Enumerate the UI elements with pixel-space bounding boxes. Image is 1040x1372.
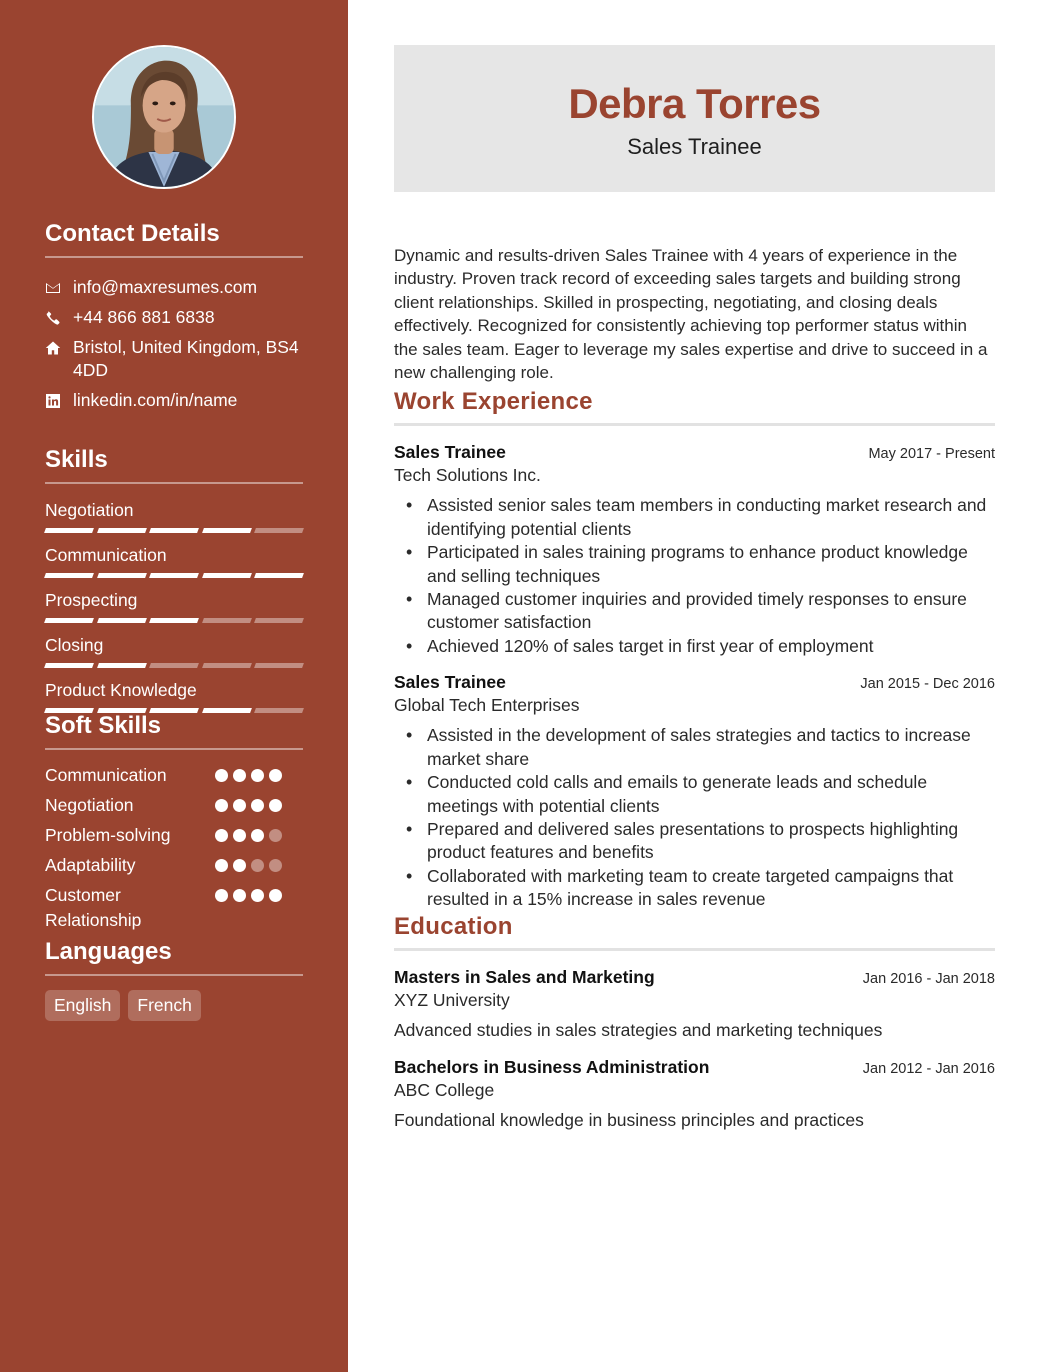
rating-dot (251, 889, 264, 902)
skill-level-segment (254, 528, 303, 533)
rating-dot (233, 829, 246, 842)
skill-level-segment (44, 528, 93, 533)
skill-level-segment (202, 663, 251, 668)
education-entry (394, 1055, 995, 1132)
skill-level-segment (44, 573, 93, 578)
skill-level-bar (45, 618, 303, 623)
sidebar (0, 0, 348, 1372)
skill-name: Closing (45, 635, 104, 655)
candidate-name: Debra Torres (568, 80, 821, 127)
rating-dot (251, 769, 264, 782)
job-entry (394, 440, 995, 658)
soft-skills-list (45, 763, 303, 933)
soft-skills-section (45, 712, 303, 938)
contact-phone[interactable] (45, 306, 303, 329)
skill-level-segment (254, 618, 303, 623)
skill-level-segment (97, 573, 146, 578)
soft-skill-rating (215, 823, 282, 842)
skill-name: Prospecting (45, 590, 138, 610)
soft-skill-rating (215, 763, 282, 782)
soft-skill-name: Adaptability (45, 855, 136, 875)
job-company: Global Tech Enterprises (394, 695, 580, 716)
candidate-title: Sales Trainee (627, 134, 762, 159)
skill-level-segment (202, 528, 251, 533)
soft-skills-title: Soft Skills (45, 712, 303, 750)
soft-skill-rating (215, 853, 282, 872)
rating-dot (269, 769, 282, 782)
soft-skill-name: Problem-solving (45, 825, 171, 845)
skill-name: Negotiation (45, 500, 134, 520)
skill-name: Product Knowledge (45, 680, 197, 700)
main-content (394, 244, 995, 1132)
rating-dot (215, 889, 228, 902)
rating-dot (269, 889, 282, 902)
rating-dot (215, 769, 228, 782)
education-entry (394, 965, 995, 1042)
language-chip: English (45, 990, 120, 1021)
skill-name: Communication (45, 545, 167, 565)
experience-title: Work Experience (394, 387, 995, 426)
job-bullet: • Assisted in the development of sales strategies and tactics to increase market share (394, 724, 995, 771)
rating-dot (233, 769, 246, 782)
contact-phone-text: +44 866 881 6838 (73, 307, 215, 327)
rating-dot (269, 799, 282, 812)
skill-level-segment (202, 618, 251, 623)
contact-section (45, 220, 303, 419)
soft-skill-name: Customer Relationship (45, 885, 142, 930)
avatar (92, 45, 236, 189)
job-date: May 2017 - Present (868, 446, 995, 463)
soft-skill-item (45, 793, 303, 818)
skill-level-segment (149, 528, 198, 533)
rating-dot (233, 799, 246, 812)
job-bullet: • Participated in sales training programs to enhance product knowledge and selling techniques (394, 541, 995, 588)
soft-skill-name: Negotiation (45, 795, 134, 815)
rating-dot (269, 829, 282, 842)
education-school: ABC College (394, 1079, 495, 1100)
languages-title: Languages (45, 938, 303, 976)
skill-level-segment (202, 573, 251, 578)
job-bullet: • Managed customer inquiries and provided timely responses to ensure customer satisfaction (394, 588, 995, 635)
rating-dot (251, 859, 264, 872)
skill-level-segment (97, 528, 146, 533)
soft-skill-item (45, 883, 303, 933)
contact-list (45, 276, 303, 412)
education-school: XYZ University (394, 989, 510, 1010)
job-bullet: • Achieved 120% of sales target in first year of employment (394, 635, 995, 658)
soft-skill-item (45, 823, 303, 848)
home-icon (45, 336, 73, 359)
skill-item (45, 589, 303, 623)
education-degree: Bachelors in Business Administration (394, 1056, 710, 1077)
skills-section (45, 446, 303, 724)
soft-skill-rating (215, 883, 282, 902)
education-description: Advanced studies in sales strategies and marketing techniques (394, 1019, 883, 1040)
skill-level-bar (45, 663, 303, 668)
job-role: Sales Trainee (394, 442, 506, 463)
job-bullets (394, 494, 995, 658)
rating-dot (215, 829, 228, 842)
skill-level-segment (97, 663, 146, 668)
language-chip: French (128, 990, 200, 1021)
education-degree: Masters in Sales and Marketing (394, 966, 655, 987)
education-description: Foundational knowledge in business principles and practices (394, 1109, 864, 1130)
education-title: Education (394, 912, 995, 951)
job-bullet: • Prepared and delivered sales presentations to prospects highlighting product features and benefits (394, 818, 995, 865)
job-role: Sales Trainee (394, 672, 506, 693)
soft-skill-item (45, 853, 303, 878)
languages-section (45, 938, 303, 1021)
skill-level-segment (149, 573, 198, 578)
skill-level-segment (44, 663, 93, 668)
skill-item (45, 499, 303, 533)
skill-level-segment (149, 618, 198, 623)
rating-dot (215, 859, 228, 872)
skill-level-segment (149, 663, 198, 668)
skill-level-bar (45, 573, 303, 578)
job-bullets (394, 724, 995, 911)
job-bullet: • Assisted senior sales team members in conducting market research and identifying potential clients (394, 494, 995, 541)
contact-linkedin-text: linkedin.com/in/name (73, 390, 238, 410)
rating-dot (251, 829, 264, 842)
education-date: Jan 2016 - Jan 2018 (862, 970, 995, 987)
contact-email-text: info@maxresumes.com (73, 277, 258, 297)
job-company: Tech Solutions Inc. (394, 465, 541, 486)
education-section (394, 912, 995, 1132)
contact-address-text: Bristol, United Kingdom, BS4 4DD (73, 337, 299, 380)
profile-photo (94, 47, 234, 187)
skill-item (45, 634, 303, 668)
job-date: Jan 2015 - Dec 2016 (860, 676, 995, 693)
job-entry (394, 670, 995, 911)
contact-address (45, 336, 303, 382)
rating-dot (251, 799, 264, 812)
linkedin-icon (45, 389, 73, 412)
contact-linkedin[interactable] (45, 389, 303, 412)
skill-item (45, 679, 303, 713)
skills-list (45, 499, 303, 713)
skills-title: Skills (45, 446, 303, 484)
resume-header (394, 45, 995, 192)
summary-text: Dynamic and results-driven Sales Trainee with 4 years of experience in the industry. Proven track record of exceeding sales targets and building strong client relationships. Skilled in prospecting, negotiating, and closing deals effectively. Recognized for consistently achieving top performer status within the sales team. Eager to leverage my sales expertise and drive to succeed in a new challenging role. (394, 246, 988, 383)
skill-level-segment (97, 618, 146, 623)
experience-section (394, 387, 995, 911)
skill-level-segment (254, 573, 303, 578)
rating-dot (233, 889, 246, 902)
skill-item (45, 544, 303, 578)
skill-level-segment (44, 618, 93, 623)
email-icon (45, 276, 73, 299)
languages-list (45, 990, 303, 1021)
soft-skill-rating (215, 793, 282, 812)
contact-title: Contact Details (45, 220, 303, 258)
job-bullet: • Collaborated with marketing team to create targeted campaigns that resulted in a 15% increase in sales revenue (394, 865, 995, 912)
phone-icon (45, 306, 73, 329)
skill-level-bar (45, 528, 303, 533)
soft-skill-name: Communication (45, 765, 167, 785)
rating-dot (233, 859, 246, 872)
soft-skill-item (45, 763, 303, 788)
job-bullet: • Conducted cold calls and emails to generate leads and schedule meetings with potential clients (394, 771, 995, 818)
rating-dot (215, 799, 228, 812)
contact-email[interactable] (45, 276, 303, 299)
skill-level-segment (254, 663, 303, 668)
education-date: Jan 2012 - Jan 2016 (862, 1060, 995, 1077)
rating-dot (269, 859, 282, 872)
